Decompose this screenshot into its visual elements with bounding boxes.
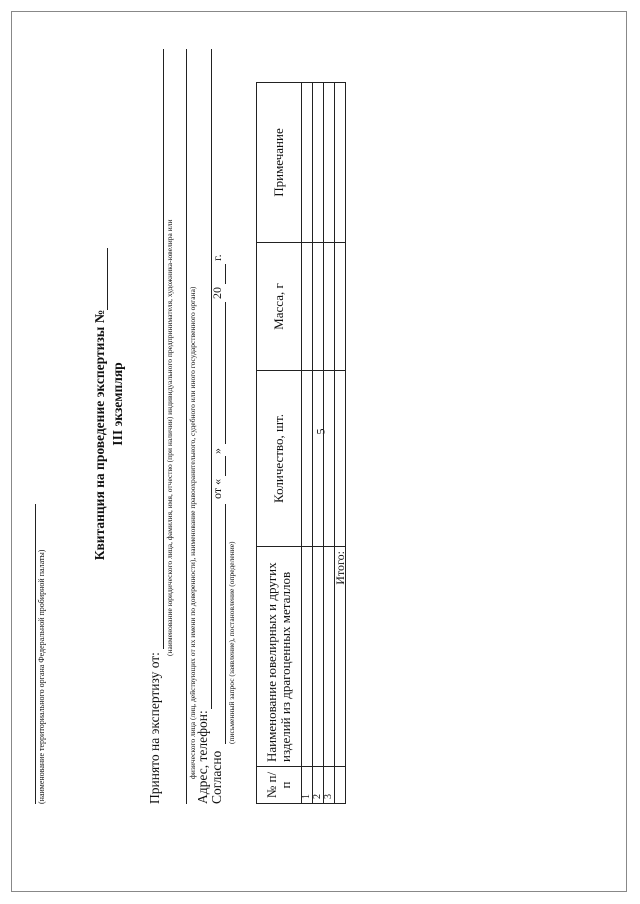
total-label: Итого: [335, 547, 346, 767]
authority-line [35, 504, 36, 804]
address-label: Адрес, телефон: [195, 710, 210, 804]
date-year-suffix: г. [210, 254, 224, 261]
cell-name[interactable] [313, 547, 324, 767]
page-number: 5 [313, 428, 328, 435]
col-header-num: № п/п [257, 767, 302, 804]
cell-quantity[interactable] [324, 371, 335, 547]
col-header-mass: Масса, г [257, 243, 302, 371]
total-empty-num [335, 767, 346, 804]
date-from-label: от « [210, 478, 224, 499]
rotated-form [20, 4, 347, 804]
accepted-field[interactable] [163, 49, 164, 649]
table-row [324, 83, 335, 804]
cell-name[interactable] [302, 547, 313, 767]
total-quantity[interactable] [335, 371, 346, 547]
accepted-field-continued[interactable] [186, 49, 187, 804]
table-row [313, 83, 324, 804]
total-note[interactable] [335, 83, 346, 243]
date-year-field[interactable] [225, 264, 226, 284]
items-table [256, 82, 346, 804]
cell-mass[interactable] [302, 243, 313, 371]
cell-note[interactable] [302, 83, 313, 243]
total-mass[interactable] [335, 243, 346, 371]
copy-label: III экземпляр [110, 362, 125, 446]
cell-mass[interactable] [324, 243, 335, 371]
table-header-row [257, 83, 302, 804]
col-header-name: Наименование ювелирных и других изделий из драгоценных металлов [257, 547, 302, 767]
row-num: 3 [324, 767, 335, 804]
date-day-field[interactable] [225, 456, 226, 476]
agreed-label: Согласно [209, 750, 224, 804]
cell-mass[interactable] [313, 243, 324, 371]
cell-quantity[interactable] [313, 371, 324, 547]
agreed-caption: (письменный запрос (заявление), постановление (определение) [227, 541, 236, 744]
date-month-field[interactable] [225, 302, 226, 444]
cell-note[interactable] [324, 83, 335, 243]
authority-caption: (наименование территориального органа Федеральной пробирной палаты) [37, 549, 46, 804]
receipt-number-field[interactable] [95, 248, 108, 310]
row-num: 1 [302, 767, 313, 804]
table-row [302, 83, 313, 804]
row-num: 2 [313, 767, 324, 804]
accepted-label: Принято на экспертизу от: [147, 652, 162, 804]
cell-note[interactable] [313, 83, 324, 243]
accepted-caption-1: (наименование юридического лица, фамилия, имя, отчество (при наличии) индивидуального предпринимателя, художника-ювелира или [165, 219, 174, 656]
cell-quantity[interactable] [302, 371, 313, 547]
form-title-text: Квитанция на проведение экспертизы № [92, 309, 107, 561]
agreed-field[interactable] [225, 504, 226, 744]
col-header-note: Примечание [257, 83, 302, 243]
accepted-caption-2: физического лица (лиц, действующих от их имени по доверенности), наименование правоохранительного, судебного или иного государственного органа) [188, 286, 197, 779]
address-field[interactable] [211, 49, 212, 709]
date-year-prefix: 20 [210, 287, 224, 299]
form-title [92, 4, 108, 804]
col-header-quantity: Количество, шт. [257, 371, 302, 547]
date-quote-close: » [210, 448, 224, 454]
table-total-row [335, 83, 346, 804]
